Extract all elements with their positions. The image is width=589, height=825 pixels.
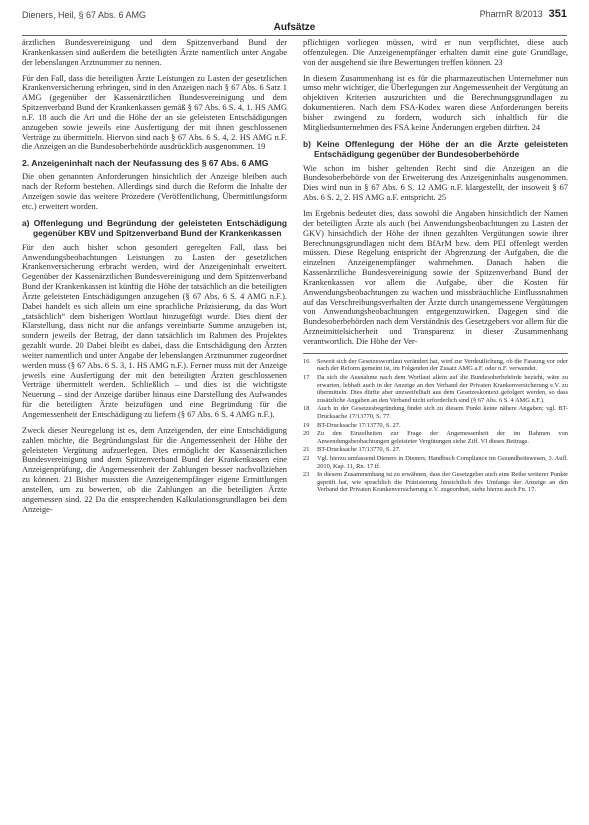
footnote xyxy=(303,358,568,373)
footnote-number: 18 xyxy=(303,405,310,413)
journal-issue: PharmR 8/2013 xyxy=(479,9,543,19)
footnote-number: 19 xyxy=(303,421,310,429)
footnote xyxy=(303,446,568,454)
running-head-journal xyxy=(480,8,567,20)
footnote xyxy=(303,422,568,430)
paragraph: Wie schon im bisher geltenden Recht sind die Anzeigen an die Bundesoberbehörde von der Erweiterung des Anzeigeninhalts ausgenommen. Dies wird nun in § 67 Abs. 6 S. 12 AMG n.F. klargestellt, der insoweit § 67 Abs. 6 S. 2, 2. HS AMG a.F. entspricht. 25 xyxy=(303,163,568,203)
subsection-heading: a) Offenlegung und Begründung der geleisteten Entschädigung gegenüber KBV und Spitzenverband Bund der Krankenkassen xyxy=(22,217,287,238)
paragraph: Für den Fall, dass die beteiligten Ärzte Leistungen zu Lasten der gesetzlichen Krankenversicherung erbringen, sind in den Anzeigen nach § 67 Abs. 6 Satz 1 AMG (gegenüber der Kassenärztlichen Bundesvereinigung und dem Spitzenverband Bund der Krankenkassen gemäß § 67 Abs. 6 S. 4, 1. HS AMG n.F. 18 auch die Art und die Höhe der an sie geleisteten Entschädigungen anzugeben sowie jeweils eine Ausfertigung der mit ihnen geschlossenen Verträge zu übermitteln. Hiervon sind nach § 67 Abs. 6 S. 4, 2. HS AMG n.F. die Anzeigen an die Bundesoberbehörde ausdrücklich ausgenommen. 19 xyxy=(22,73,287,152)
section-heading: 2. Anzeigeninhalt nach der Neufassung des § 67 Abs. 6 AMG xyxy=(22,158,269,169)
paragraph: Für den auch bisher schon gesondert geregelten Fall, dass bei Anwendungsbeobachtungen Leistungen zu Lasten der gesetzlichen Krankenversicherung erbracht werden, wird der Anzeigeninhalt erweitert. Gegenüber der Kassenärztlichen Bundesvereinigung und dem Spitzenverband Bund der Krankenkassen ist künftig die Höhe der tatsächlich an die beteiligten Ärzte geleisteten Entschädigungen anzugeben (§ 67 Abs. 6 S. 4 AMG n.F.). Dabei handelt es sich allein um eine sprachliche Präzisierung, da das Wort „tatsächlich“ dem bisherigen Wortlaut hinzugefügt wurde. Dies dient der Klarstellung, dass nicht nur die anfangs vereinbarte Summe anzugeben ist, sondern jeweils der Betrag, der dann tatsächlich im Rahmen des Projektes gezahlt wurde. 20 Dabei bleibt es dabei, dass die Entschädigung den Ärzten weiter namentlich und unter Angabe der lebenslangen Arztnummer zugeordnet werden muss (§ 67 Abs. 6 S. 3, 1. HS AMG n.F.). Ferner muss mit der Anzeige jeweils eine Ausfertigung der mit den beteiligten Ärzten geschlossenen Verträge übermittelt werden. Schließlich – und dies ist die wichtigste Neuerung – sind der Anzeige darüber hinaus eine Darstellung des Aufwandes für die beteiligten Ärzte beizufügen und eine Begründung für die Angemessenheit der Entschädigung zu liefern (§ 67 Abs. 6 S. 4 AMG n.F.). xyxy=(22,242,287,419)
page-header xyxy=(22,2,567,36)
subsection-heading: b) Keine Offenlegung der Höhe der an die Ärzte geleisteten Entschädigung gegenüber der Bundesoberbehörde xyxy=(303,138,568,159)
footnote xyxy=(303,471,568,494)
footnote xyxy=(303,430,568,445)
footnote-text: BT-Drucksache 17/13770, S. 27. xyxy=(317,446,401,454)
footnote-number: 23 xyxy=(303,471,310,479)
header-rule xyxy=(22,35,567,36)
footnote xyxy=(303,455,568,470)
footnote-text: Zu den Einzelheiten zur Frage der Angemessenheit der im Rahmen von Anwendungsbeobachtungen geleisteter Vergütungen siehe Ziff. VI dieses Beitrags. xyxy=(317,430,568,445)
footnote-text: BT-Drucksache 17/13770, S. 27. xyxy=(317,421,401,429)
footnote-text: Soweit sich der Gesetzeswortlaut verändert hat, wird zur Verdeutlichung, ob die Fassung vor oder nach der Reform gemeint ist, im Folgenden der Zusatz AMG a.F. oder n.F. verwendet. xyxy=(317,357,568,373)
footnote-text: In diesem Zusammenhang ist zu erwähnen, dass der Gesetzgeber auch eine Reihe weiterer Punkte geprüft hat, wie sprachlich die Präzisierung hinsichtlich des Umfangs der Anzeige an den Verband der Privaten Krankenversicherung e.V. zugeordnet, siehe hierzu auch Fn. 17. xyxy=(317,471,568,494)
footnote-text: Auch in der Gesetzesbegründung findet sich zu diesem Punkt keine nähere Angaben; vgl. BT-Drucksache 17/13770, S. 77. xyxy=(317,405,568,420)
footnote-text: Da sich die Ausnahme nach dem Wortlaut allein auf die Bundesoberbehörde bezieht, wäre zu erwarten, lebhaft auch in der Anzeige an den Verband der Privaten Krankenversicherung e.V. zu übermitteln. Dies dürfte aber unzweifelhaft aus dem Gesetzeskontext gefolgert werden, so dass zusätzliche Angaben an den Verband nicht erforderlich sind (§ 67 Abs. 6 S. 4 AMG n.F.). xyxy=(317,373,568,404)
footnote-number: 21 xyxy=(303,446,310,454)
footnote xyxy=(303,374,568,404)
footnote-rule xyxy=(303,353,568,354)
paragraph: ärztlichen Bundesvereinigung und dem Spitzenverband Bund der Krankenkassen sind außerdem die beteiligten Ärzte namentlich unter Angabe der lebenslangen Arztnummer zu nennen. xyxy=(22,38,287,67)
left-column xyxy=(22,38,287,520)
page-number: 351 xyxy=(548,8,567,20)
paragraph: Im Ergebnis bedeutet dies, dass sowohl die Angaben hinsichtlich der Namen der beteiligten Ärzte als auch (bei Anwendungsbeobachtungen zu Lasten der GKV) hinsichtlich der Höhe der ihnen gezahlten Vergütungen sowie ihrer Berechnungsgrundlagen nicht dem BfArM bzw. dem PEI offenlegt werden müssen. Diese Regelung entspricht der Abgrenzung der Aufgaben, die die einzelnen Anzeigenempfänger wahrnehmen. Danach haben die Kassenärztliche Bundesvereinigung sowie der Spitzenverband Bund der Krankenkassen vor allem die Aufgabe, über die Kosten für Anwendungsbeobachtungen zu wachen und missbräuchliche Einflussnahmen auf das Verschreibungsverhalten der Ärzte durch unangemessene Vergütungen von Anwendungsbeobachtungen entgegenzuwirken. Dagegen sind die Bundesoberbehörden nach dem Verständnis des Gesetzgebers vor allem für die Arzneimittelsicherheit und Transparenz in dieser Zusammenhang verantwortlich. Die Höhe der Ver- xyxy=(303,208,568,346)
footnote xyxy=(303,405,568,420)
paragraph: Die oben genannten Anforderungen hinsichtlich der Anzeige bleiben auch nach der Reform bestehen. Allerdings sind durch die Reform die Inhalte der Anzeigen sowie das weitere Prozedere (Veröffentlichung, Übermittlungsform etc.) erweitert worden. xyxy=(22,172,287,211)
footnote-number: 22 xyxy=(303,454,310,462)
footnote-text: Vgl. hierzu umfassend Dieners in Dieners, Handbuch Compliance im Gesundheitswesen, 3. Aufl. 2010, Kap. 11, Rn. 17 ff. xyxy=(317,454,568,470)
section-label: Aufsätze xyxy=(273,22,316,33)
running-head-authors: Dieners, Heil, § 67 Abs. 6 AMG xyxy=(22,10,147,20)
right-column xyxy=(303,38,568,495)
footnote-number: 20 xyxy=(303,430,310,438)
paragraph: Zweck dieser Neuregelung ist es, dem Anzeigenden, der eine Entschädigung zahlen möchte, die Begründungslast für die Angemessenheit der Höhe der geleisteten Vergütung aufzuerlegen. Dies ermöglicht der Kassenärztlichen Bundesvereinigung und dem Spitzenverband Bund der Krankenkassen eine Anzeigenprüfung, die Angemessenheit der Zahlungen besser nachvollziehen zu können. 21 Bisher mussten die Anzeigenempfänger eigene Ermittlungen anstellen, um zu bewerten, ob die Zahlungen an die beteiligten Ärzte angemessen sind. 22 Da die entsprechenden Kalkulationsgrundlagen bei dem Anzeige- xyxy=(22,425,287,514)
paragraph: In diesem Zusammenhang ist es für die pharmazeutischen Unternehmer nun umso mehr wichtiger, die Überlegungen zur Angemessenheit der Vergütung an objektiven Kriterien auszurichten und die Berechnungsgrundlagen zu dokumentieren. Nach dem FSA-Kodex waren diese Anforderungen bereits bisher zwingend zu fordern, wodurch sich inhaltlich für die Mitgliedsunternehmen des FSA keine Änderungen ergeben dürften. 24 xyxy=(303,73,568,132)
paragraph: pflichtigen vorliegen müssen, wird er nun verpflichtet, diese auch offenzulegen. Die Anzeigenempfänger erhalten damit eine gute Grundlage, von der ausgehend sie ihre Bewertungen treffen können. 23 xyxy=(303,38,568,67)
footnote-number: 16 xyxy=(303,357,310,365)
footnote-number: 17 xyxy=(303,373,310,381)
